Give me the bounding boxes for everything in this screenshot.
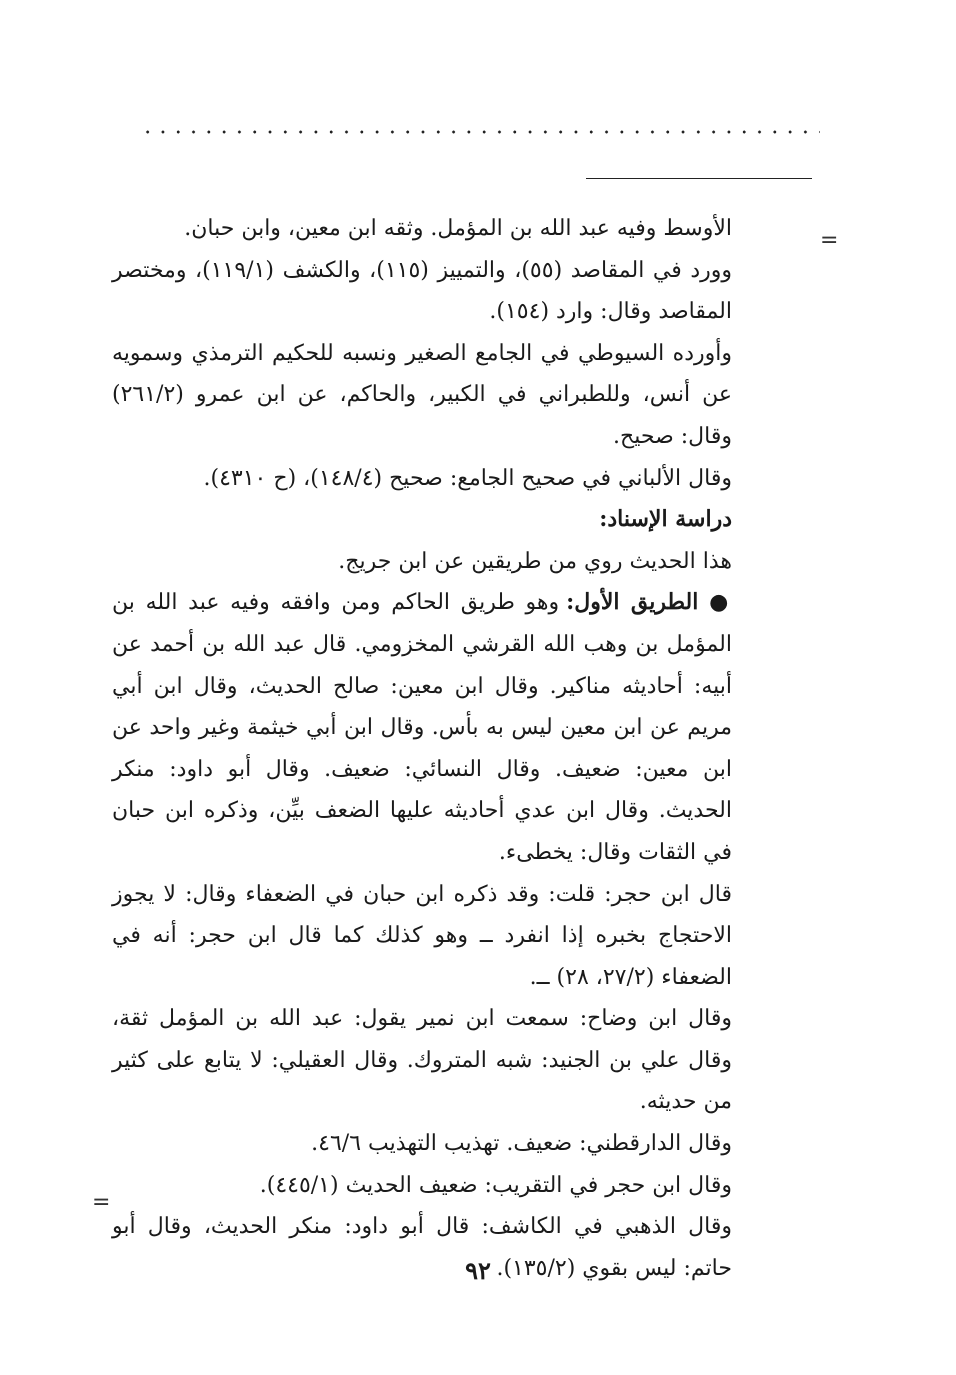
footnote-body bbox=[112, 208, 732, 1289]
first-route-paragraph bbox=[112, 582, 732, 873]
paragraph: وقال الألباني في صحيح الجامع: صحيح (١٤٨/٤)، (ح ٤٣١٠). bbox=[203, 465, 732, 491]
paragraph: قال ابن حجر: قلت: وقد ذكره ابن حبان في الضعفاء وقال: لا يجوز الاحتجاج بخبره إذا انفرد ــ وهو كذلك كما قال ابن حجر: أنه في الضعفاء (٢٧/٢، ٢٨) ــ. bbox=[112, 881, 732, 990]
paragraph: وأورده السيوطي في الجامع الصغير ونسبه للحكيم الترمذي وسمويه عن أنس، وللطبراني في الكبير، والحاكم، عن ابن عمرو (٢٦١/٢) وقال: صحيح. bbox=[112, 340, 732, 449]
section-heading: دراسة الإسناد: bbox=[599, 506, 732, 533]
margin-mark-bottom: = bbox=[92, 1190, 111, 1215]
footnote-rule bbox=[586, 178, 812, 179]
paragraph: وقال ابن حجر في التقريب: ضعيف الحديث (٤٤٥/١). bbox=[259, 1172, 732, 1198]
paragraph: وقال الذهبي في الكاشف: قال أبو داود: منكر الحديث، وقال أبو حاتم: ليس بقوي (١٣٥/٢). bbox=[112, 1214, 732, 1281]
paragraph: الأوسط وفيه عبد الله بن المؤمل. وثقه ابن معين، وابن حبان. bbox=[184, 216, 732, 241]
bullet-icon: ● bbox=[709, 590, 732, 616]
first-route-text: وهو طريق الحاكم ومن وافقه وفيه عبد الله بن المؤمل بن وهب الله القرشي المخزومي. قال عبد الله بن أحمد عن أبيه: أحاديثه مناكير. وقال ابن معين: صالح الحديث، وقال ابن أبي مريم عن ابن معين ليس به بأس. وقال ابن أبي خيثمة وغير واحد عن ابن معين: ضعيف. وقال النسائي: ضعيف. وقال أبو داود: منكر الحديث. وقال ابن عدي أحاديثه عليها الضعف بيِّن، وذكره ابن حبان في الثقات وقال: يخطىء. bbox=[112, 590, 732, 865]
page-number: ٩٢ bbox=[465, 1256, 491, 1285]
first-route-lead: الطريق الأول: bbox=[566, 589, 699, 616]
paragraph: وقال الدارقطني: ضعيف. تهذيب التهذيب ٤٦/٦. bbox=[311, 1131, 732, 1157]
paragraph: هذا الحديث روي من طريقين عن ابن جريج. bbox=[338, 548, 732, 574]
paragraph: وورد في المقاصد (٥٥)، والتمييز (١١٥)، والكشف (١١٩/١)، ومختصر المقاصد وقال: وارد (١٥٤). bbox=[112, 257, 732, 325]
dotted-separator bbox=[140, 122, 820, 142]
paragraph: وقال ابن وضاح: سمعت ابن نمير يقول: عبد الله بن المؤمل ثقة، وقال علي بن الجنيد: شبه المتروك. وقال العقيلي: لا يتابع على كثير من حديثه. bbox=[112, 1006, 732, 1115]
margin-mark-top: = bbox=[820, 228, 839, 253]
